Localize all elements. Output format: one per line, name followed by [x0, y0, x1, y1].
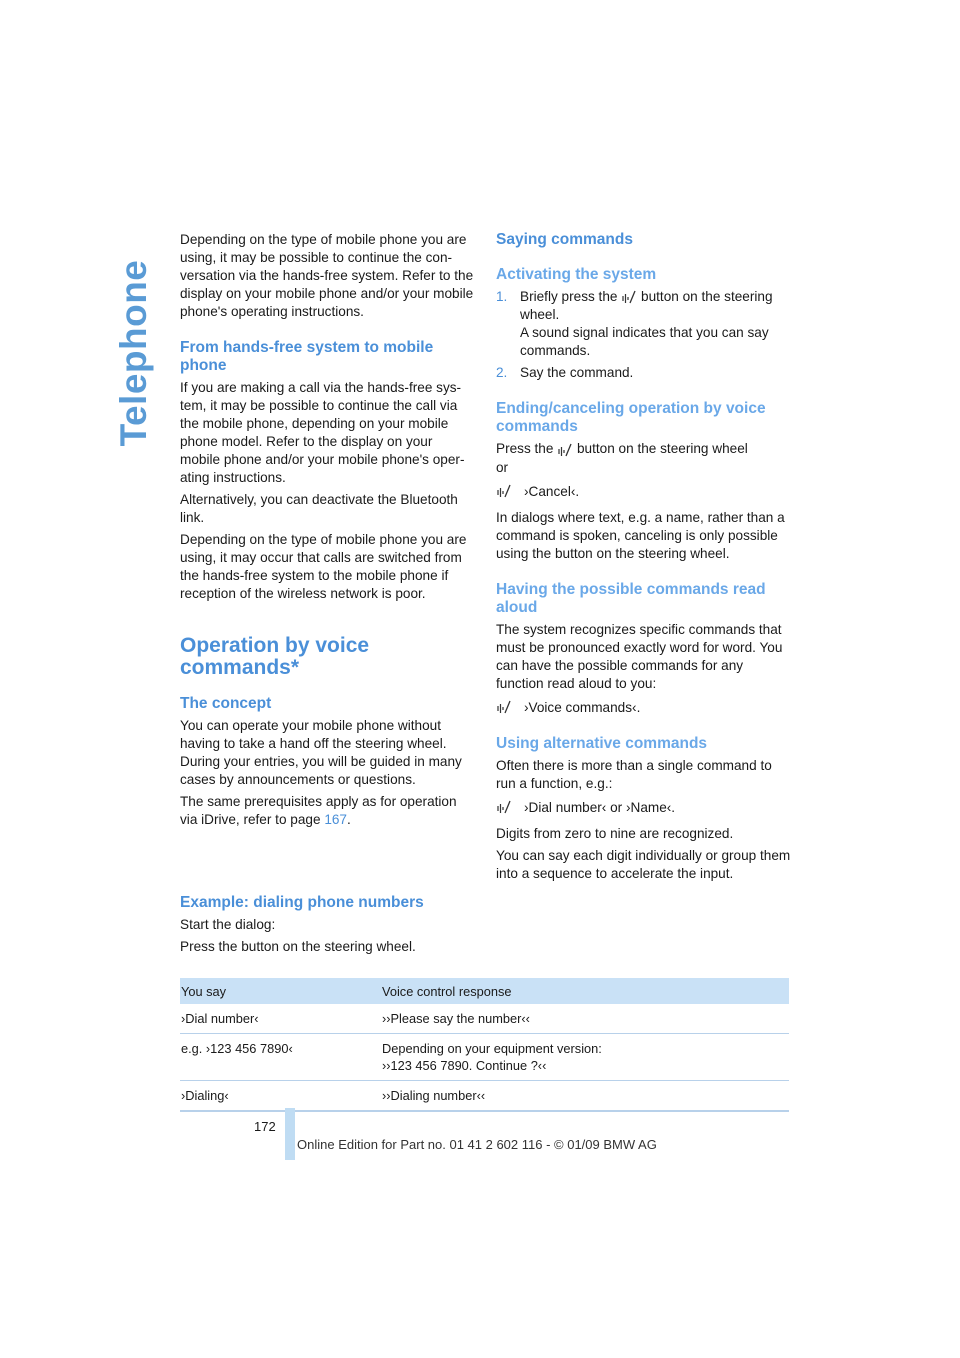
paragraph: You can operate your mobile phone without having to take a hand off the steering wheel. During your entries, you will be guided in many cases by announcements or questions. [180, 718, 462, 787]
command-text: ›Cancel‹. [524, 483, 580, 499]
table-cell-line: ››123 456 7890. Continue ?‹‹ [382, 1058, 547, 1073]
chapter-side-tab [109, 228, 159, 478]
step-text: button on the steering wheel. [520, 289, 773, 323]
step-2 [496, 364, 792, 382]
command-cancel [496, 481, 792, 503]
footer-accent-bar [285, 1108, 295, 1160]
table-row [180, 1034, 789, 1081]
command-text: ›Dial number‹ or ›Name‹. [524, 799, 676, 815]
table-header-cell: You say [181, 983, 227, 999]
voice-dialog-table [180, 978, 789, 1112]
paragraph: Depending on the type of mobile phone you are using, it may occur that calls are switched from the hands-free system to the mobile phone if reception of the wireless network is poor. [180, 532, 467, 601]
step-text: Briefly press the [520, 289, 622, 304]
paragraph: Start the dialog: [180, 917, 276, 932]
voice-command-icon [496, 698, 512, 716]
table-cell: ›Dialing‹ [181, 1088, 229, 1103]
ref-end: . [347, 812, 351, 827]
right-column [496, 231, 792, 887]
page-link[interactable]: 167 [324, 812, 347, 827]
table-row [180, 1081, 789, 1112]
voice-command-icon [496, 482, 512, 500]
paragraph: Often there is more than a single command to run a function, e.g.: [496, 757, 772, 791]
page-number: 172 [254, 1119, 276, 1134]
table-cell [382, 1040, 789, 1074]
text: Press the [496, 441, 558, 457]
ref-text: The same prerequisites apply as for operation via iDrive, refer to page [180, 794, 457, 827]
command-dial-number [496, 797, 792, 819]
intro-paragraph: Depending on the type of mobile phone you are using, it may be possible to continue the conversation via the hands-free system. Refer to the display on your mobile phone and/or your mobile phone's operating instructions. [180, 232, 474, 319]
footer-edition-text: Online Edition for Part no. 01 41 2 602 116 - © 01/09 BMW AG [297, 1137, 657, 1152]
heading-voice-commands: Operation by voice commands* [180, 634, 370, 679]
paragraph: Alternatively, you can deactivate the Bluetooth link. [180, 492, 458, 525]
table-cell: e.g. ›123 456 7890‹ [181, 1041, 293, 1056]
example-section [180, 894, 480, 960]
paragraph: Press the button on the steering wheel. [180, 939, 416, 954]
step-text: A sound signal indicates that you can say commands. [520, 325, 769, 359]
paragraph: If you are making a call via the hands-free system, it may be possible to continue the call via the mobile phone, depending on your mobile phone model. Refer to the display on your mobile phone and/or your mobile phone's operating instructions. [180, 380, 465, 485]
heading-saying-commands: Saying commands [496, 231, 633, 248]
voice-button-icon [557, 441, 573, 459]
heading-activating: Activating the system [496, 266, 657, 283]
table-cell: ››Dialing number‹‹ [382, 1088, 486, 1103]
paragraph-page-ref [180, 793, 475, 829]
table-header-cell: Voice control response [382, 983, 512, 999]
paragraph [496, 440, 792, 476]
command-voice-commands [496, 697, 792, 719]
left-column [180, 231, 475, 833]
table-cell: ›Dial number‹ [181, 1011, 259, 1026]
paragraph: Digits from zero to nine are recognized. [496, 825, 734, 841]
voice-button-icon [621, 288, 637, 306]
voice-command-icon [496, 798, 512, 816]
paragraph: The system recognizes specific commands that must be pronounced exactly word for word. You can have the possible commands for any function read aloud to you: [496, 621, 783, 691]
step-number: 2. [496, 365, 508, 381]
heading-ending: Ending/canceling operation by voice commands [496, 400, 766, 436]
heading-handsfree-to-mobile: From hands-free system to mobile phone [180, 339, 434, 374]
heading-concept: The concept [180, 695, 272, 712]
chapter-title: Telephone [113, 259, 154, 447]
table-cell-line: Depending on your equipment version: [382, 1041, 602, 1056]
step-number: 1. [496, 289, 508, 304]
paragraph: You can say each digit individually or group them into a sequence to accelerate the input. [496, 847, 791, 881]
table-header-row [180, 978, 789, 1004]
heading-read-aloud: Having the possible commands read aloud [496, 580, 766, 616]
table-cell: ››Please say the number‹‹ [382, 1011, 530, 1026]
step-1 [496, 288, 792, 360]
heading-alternative: Using alternative commands [496, 734, 708, 752]
command-text: ›Voice commands‹. [524, 699, 641, 715]
table-row [180, 1004, 789, 1034]
text-or: or [496, 459, 509, 475]
paragraph: In dialogs where text, e.g. a name, rather than a command is spoken, canceling is only possible using the button on the steering wheel. [496, 509, 785, 561]
step-text: Say the command. [520, 365, 634, 381]
heading-example: Example: dialing phone numbers [180, 894, 424, 911]
text: button on the steering wheel [573, 441, 748, 457]
